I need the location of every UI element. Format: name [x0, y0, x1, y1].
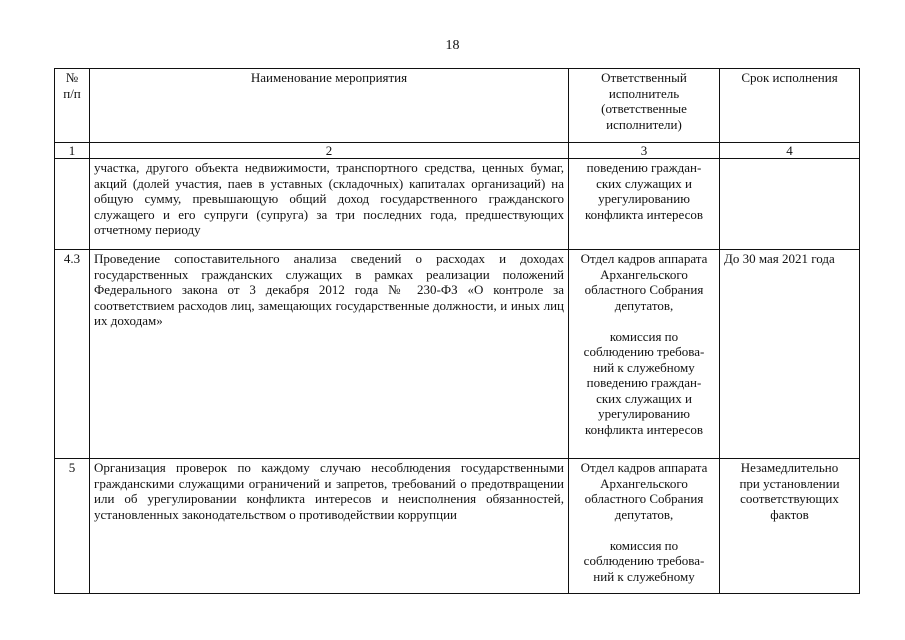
event-name: Проведение сопоставительного анализа сведений о расходах и доходах государственных гражданских служащих в рамках реализации положений Федерального закона от 3 декабря 2012 года № 230-ФЗ «О контроле за соответствием расходов лиц, замещающих государственные должности, и иных лиц их доходам»	[90, 250, 569, 459]
header-event-name: Наименование мероприятия	[90, 69, 569, 143]
responsible-commission: комиссия по соблюдению требова- ний к служебному	[583, 537, 705, 584]
responsible-department: Отдел кадров аппарата Архангельского областного Собрания депутатов,	[580, 460, 708, 522]
responsible-executors	[569, 250, 720, 459]
column-number: 1	[55, 143, 90, 159]
row-number: 5	[55, 459, 90, 594]
deadline	[720, 159, 860, 250]
event-name: участка, другого объекта недвижимости, транспортного средства, ценных бумаг, акций (долей участия, паев в уставных (складочных) капиталах организаций) на общую сумму, превышающую общий доход государственного гражданского служащего и его супруги (супруга) за три последних года, предшествующих отчетному периоду	[90, 159, 569, 250]
header-number: № п/п	[55, 69, 90, 143]
header-deadline: Срок исполнения	[720, 69, 860, 143]
row-number	[55, 159, 90, 250]
column-number: 4	[720, 143, 860, 159]
column-number: 2	[90, 143, 569, 159]
event-name: Организация проверок по каждому случаю несоблюдения государственными гражданскими служащими ограничений и запретов, требований о предотвращении или об урегулировании конфликта интересов и неисполнения обязанностей, установленных законодательством о противодействии коррупции	[90, 459, 569, 594]
table-header-row	[55, 69, 860, 143]
column-number: 3	[569, 143, 720, 159]
table-row	[55, 250, 860, 459]
responsible-executors	[569, 459, 720, 594]
column-number-row	[55, 143, 860, 159]
table-row	[55, 459, 860, 594]
table-row	[55, 159, 860, 250]
header-responsible: Ответственный исполнитель (ответственные исполнители)	[569, 69, 720, 143]
deadline: До 30 мая 2021 года	[720, 250, 860, 459]
events-table	[54, 68, 860, 594]
deadline: Незамедлительно при установлении соответствующих фактов	[720, 459, 860, 594]
page-number: 18	[445, 38, 460, 53]
row-number: 4.3	[55, 250, 90, 459]
responsible-commission: комиссия по соблюдению требова- ний к служебному поведению граждан- ских служащих и урегулированию конфликта интересов	[583, 328, 705, 437]
responsible-department: Отдел кадров аппарата Архангельского областного Собрания депутатов,	[580, 251, 708, 313]
responsible-executors: поведению граждан- ских служащих и урегулированию конфликта интересов	[569, 159, 720, 250]
